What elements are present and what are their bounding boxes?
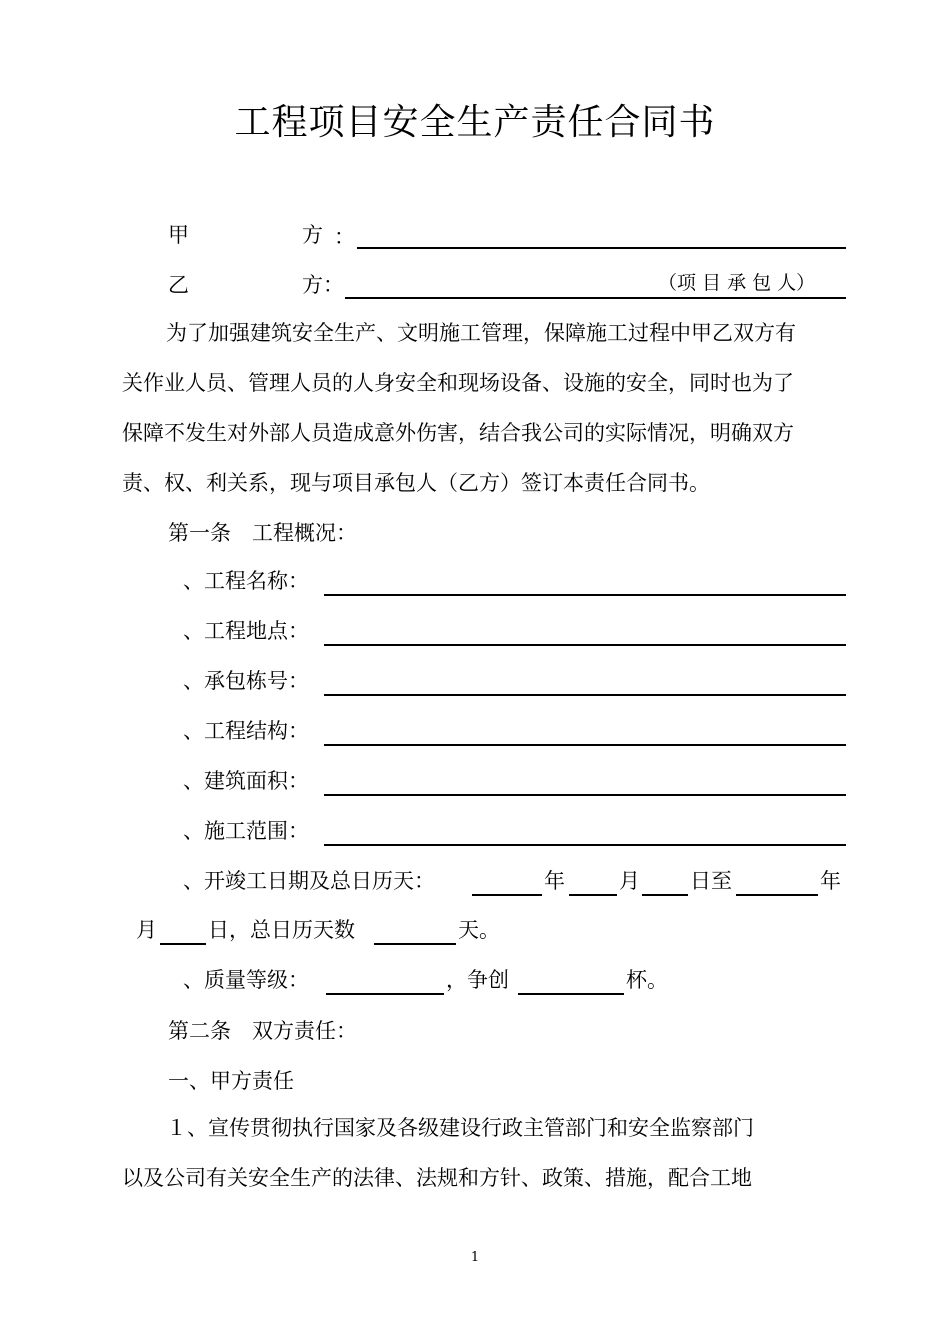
field-building-number-label: 、承包栋号： <box>183 669 309 693</box>
schedule-month-text: 月 <box>619 869 640 893</box>
field-structure-label: 、工程结构： <box>183 719 309 743</box>
item1-line: １、宣传贯彻执行国家及各级建设行政主管部门和安全监察部门 <box>166 1116 754 1140</box>
schedule-day-to-text: 日至 <box>690 869 732 893</box>
quality-level-blank <box>326 993 444 995</box>
party-b-note: （项 目 承 包 人） <box>658 272 816 294</box>
page-number: 1 <box>470 1250 480 1265</box>
field-project-name-blank <box>324 594 846 596</box>
schedule-total-days-blank <box>374 943 456 945</box>
field-area-label: 、建筑面积： <box>183 769 309 793</box>
quality-cup-text: 杯。 <box>626 968 668 992</box>
party-b-label-2: 方： <box>302 273 344 297</box>
quality-strive-text: ，争创 <box>446 968 509 992</box>
article1-heading: 第一条 工程概况： <box>168 521 357 545</box>
quality-cup-blank <box>518 993 624 995</box>
article2-heading: 第二条 双方责任： <box>168 1019 357 1043</box>
field-scope-label: 、施工范围： <box>183 819 309 843</box>
schedule-month2-text: 月 <box>136 918 157 942</box>
field-project-name-label: 、工程名称： <box>183 569 309 593</box>
quality-label: 、质量等级： <box>183 968 309 992</box>
schedule-year2-text: 年 <box>820 869 841 893</box>
schedule-start-month-blank <box>569 894 617 896</box>
field-project-location-blank <box>324 644 846 646</box>
party-a-responsibility-heading: 一、甲方责任 <box>168 1069 294 1093</box>
party-a-label-1: 甲 <box>168 223 189 247</box>
field-building-number-blank <box>324 694 846 696</box>
intro-paragraph <box>122 308 850 508</box>
item1-line: 以及公司有关安全生产的法律、法规和方针、政策、措施，配合工地 <box>122 1166 752 1190</box>
schedule-year-text: 年 <box>544 869 565 893</box>
intro-line: 关作业人员、管理人员的人身安全和现场设备、设施的安全，同时也为了 <box>122 371 794 395</box>
intro-line: 保障不发生对外部人员造成意外伤害，结合我公司的实际情况，明确双方 <box>122 421 794 445</box>
responsibility-item-1 <box>122 1103 850 1203</box>
intro-line: 责、权、利关系，现与项目承包人（乙方）签订本责任合同书。 <box>122 471 710 495</box>
schedule-start-year-blank <box>472 894 542 896</box>
party-a-label-2: 方 <box>302 223 323 247</box>
document-title: 工程项目安全生产责任合同书 <box>234 102 716 143</box>
party-b-label-1: 乙 <box>168 273 189 297</box>
field-scope-blank <box>324 844 846 846</box>
schedule-end-day-blank <box>160 943 206 945</box>
schedule-days-text: 天。 <box>458 918 500 942</box>
intro-line: 为了加强建筑安全生产、文明施工管理，保障施工过程中甲乙双方有 <box>166 321 796 345</box>
party-a-blank <box>357 247 846 249</box>
party-a-colon: ： <box>334 225 355 249</box>
schedule-label: 、开竣工日期及总日历天： <box>183 869 435 893</box>
field-structure-blank <box>324 744 846 746</box>
schedule-day2-text: 日，总日历天数 <box>208 918 355 942</box>
field-area-blank <box>324 794 846 796</box>
schedule-start-day-blank <box>642 894 688 896</box>
field-project-location-label: 、工程地点： <box>183 619 309 643</box>
schedule-end-year-blank <box>736 894 818 896</box>
